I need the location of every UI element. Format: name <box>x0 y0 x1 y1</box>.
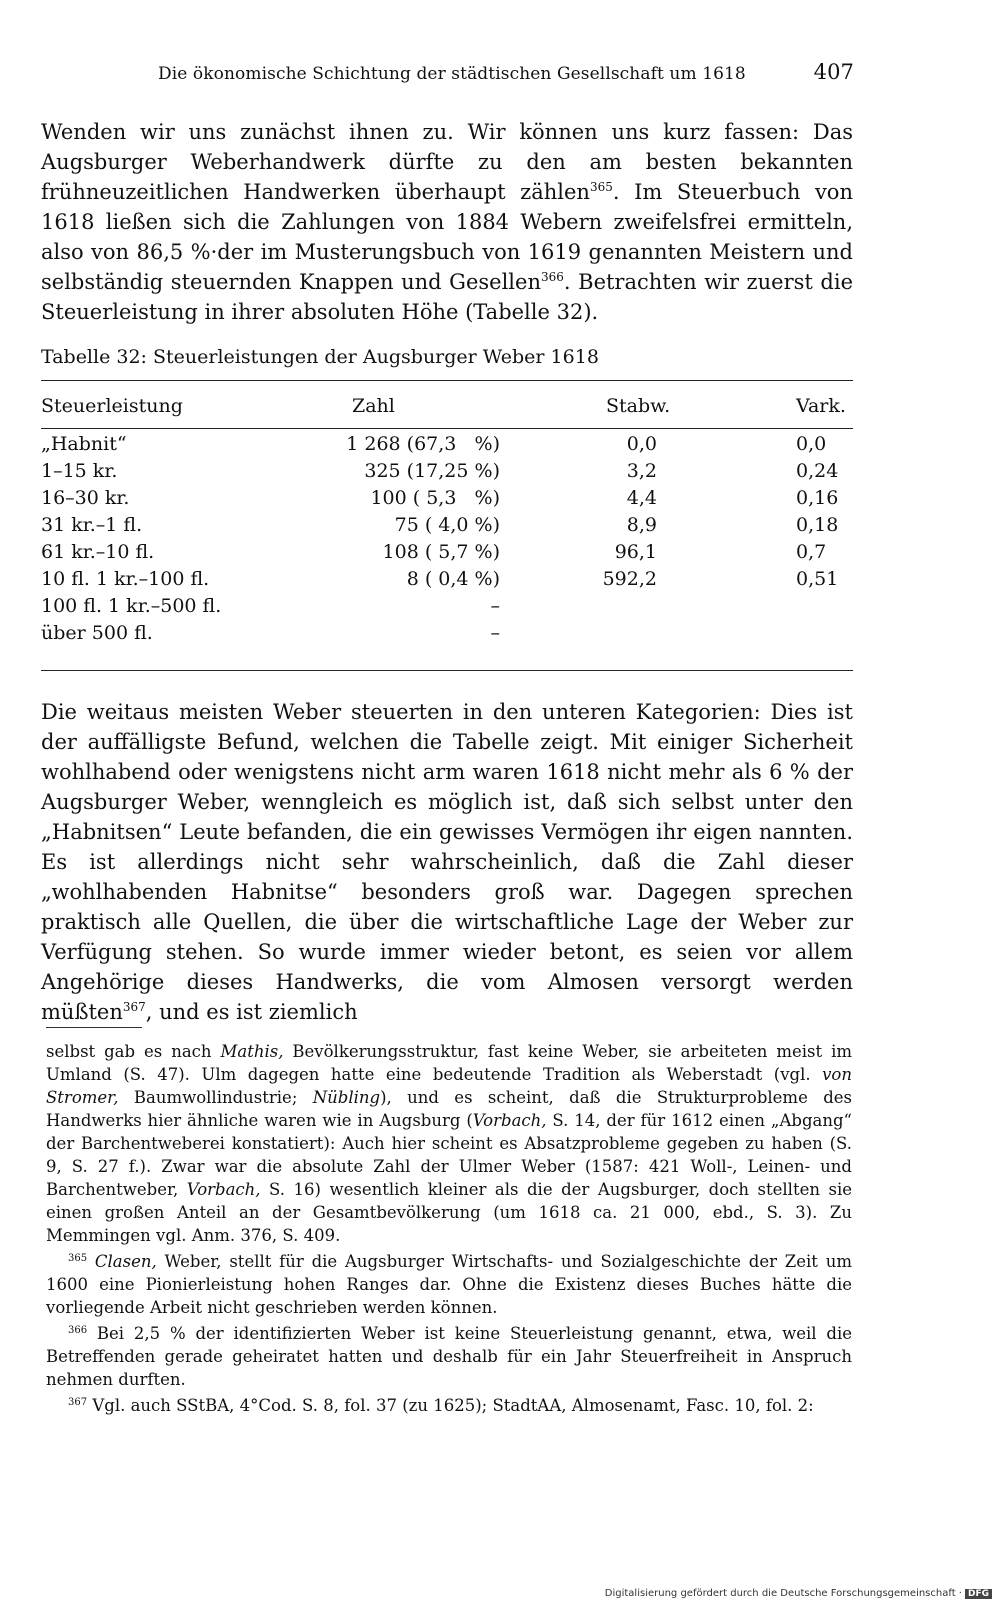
table-bottom-rule <box>41 670 853 671</box>
footnote-ref: 365 <box>589 180 613 194</box>
table-cell: 0,51 <box>796 568 839 590</box>
table-cell: 75 ( 4,0 %) <box>394 514 500 536</box>
table-header-vark: Vark. <box>796 395 846 417</box>
table-cell: 100 ( 5,3 %) <box>370 487 500 509</box>
table-header-rule <box>41 428 853 429</box>
footnote-number: 366 <box>68 1325 88 1336</box>
footnote-text: Vgl. auch SStBA, 4°Cod. S. 8, fol. 37 (zu 1625); StadtAA, Almosenamt, Fasc. 10, fol. 2: <box>87 1396 814 1415</box>
table-cell: 1–15 kr. <box>41 460 118 482</box>
table-cell: 1 268 (67,3 %) <box>346 433 500 455</box>
table-cell: – <box>490 622 500 644</box>
table-caption: Tabelle 32: Steuerleistungen der Augsburger Weber 1618 <box>41 346 599 368</box>
footnote-italic: von Stromer, <box>46 1065 852 1107</box>
table-cell: 108 ( 5,7 %) <box>382 541 500 563</box>
footnote-text: Bei 2,5 % der identifizierten Weber ist keine Steuerleistung genannt, etwa, weil die Betreffenden gerade geheiratet hatten und deshalb für ein Jahr Steuerfreiheit in Anspruch nehmen durften. <box>46 1324 852 1389</box>
table-cell: 3,2 <box>626 460 657 482</box>
running-head <box>158 60 854 90</box>
paragraph-text: . Im Steuerbuch von 1618 ließen sich die Zahlungen von 1884 Webern zweifelsfrei ermitteln, also von 86,5 %·der im Musterungsbuch von 1619 genannten Meistern und selbständig steuernden Knappen und Gesellen <box>41 180 853 294</box>
footnote-italic: Clasen, <box>94 1252 157 1271</box>
table-cell: 10 fl. 1 kr.–100 fl. <box>41 568 210 590</box>
table-cell: 16–30 kr. <box>41 487 130 509</box>
table-cell: 0,16 <box>796 487 839 509</box>
table-cell: 61 kr.–10 fl. <box>41 541 155 563</box>
footnote-text: ), und es scheint, daß die Strukturprobleme des Handwerks hier ähnliche waren wie in Augsburg ( <box>46 1088 852 1130</box>
table-cell: 0,0 <box>796 433 827 455</box>
table-cell: 592,2 <box>602 568 657 590</box>
footnote-text: Baumwollindustrie; <box>118 1088 313 1107</box>
footnote-text: S. 16) wesentlich kleiner als die der Augsburger, doch stellten sie einen großen Anteil an der Gesamtbevölkerung (um 1618 ca. 21 000, ebd., S. 3). Zu Memmingen vgl. Anm. 376, S. 409. <box>46 1180 852 1245</box>
table-cell: 0,0 <box>626 433 657 455</box>
table-cell: 325 (17,25 %) <box>364 460 500 482</box>
table-header-steuerleistung: Steuerleistung <box>41 395 183 417</box>
table-cell: 0,7 <box>796 541 827 563</box>
footnote-ref: 366 <box>540 270 564 284</box>
footnote-text: Bevölkerungsstruktur, fast keine Weber, sie arbeiteten meist im Umland (S. 47). Ulm dagegen hatte eine bedeutende Tradition als Weberstadt (vgl. <box>46 1042 852 1084</box>
footnote-text: Weber, stellt für die Augsburger Wirtschafts- und Sozialgeschichte der Zeit um 1600 eine Pionierleistung hohen Ranges dar. Ohne die Existenz dieses Buches hätte die vorliegende Arbeit nicht geschrieben werden können. <box>46 1252 852 1317</box>
paragraph-text: . Betrachten wir zuerst die Steuerleistung in ihrer absoluten Höhe (Tabelle 32). <box>41 270 853 324</box>
table-cell: über 500 fl. <box>41 622 153 644</box>
footnote-number: 365 <box>68 1253 88 1264</box>
paragraph-text: Die weitaus meisten Weber steuerten in den unteren Kategorien: Dies ist der auffälligste Befund, welchen die Tabelle zeigt. Mit einiger Sicherheit wohlhabend oder wenigstens nicht arm waren 1618 nicht mehr als 6 % der Augsburger Weber, wenngleich es möglich ist, daß sich selbst unter den „Habnitsen“ Leute befanden, die ein gewisses Vermögen ihr eigen nannten. Es ist allerdings nicht sehr wahrscheinlich, daß die Zahl dieser „wohlhabenden Habnitse“ besonders groß war. Dagegen sprechen praktisch alle Quellen, die über die wirtschaftliche Lage der Weber zur Verfügung stehen. So wurde immer wieder betont, es seien vor allem Angehörige dieses Handwerks, die vom Almosen versorgt werden müßten <box>41 700 853 1024</box>
digitization-footer <box>605 1588 992 1599</box>
paragraph-analysis <box>41 697 853 1027</box>
table-cell: 8 ( 0,4 %) <box>406 568 500 590</box>
paragraph-text: Wenden wir uns zunächst ihnen zu. Wir können uns kurz fassen: Das Augsburger Weberhandwerk dürfte zu den am besten bekannten frühneuzeitlichen Handwerken überhaupt zählen <box>41 120 853 204</box>
footnote-text: S. 14, der für 1612 einen „Abgang“ der Barchentweberei konstatiert): Auch hier scheint es Absatzprobleme gegeben zu haben (S. 9, S. 27 f.). Zwar war die absolute Zahl der Ulmer Weber (1587: 421 Woll-, Leinen- und Barchentweber, <box>46 1111 852 1199</box>
paragraph-text: , und es ist ziemlich <box>145 1000 358 1024</box>
footnote-continuation <box>46 1040 852 1247</box>
table-cell: 100 fl. 1 kr.–500 fl. <box>41 595 222 617</box>
page-number: 407 <box>813 60 854 84</box>
footnotes <box>46 1040 852 1417</box>
footer-text: Digitalisierung gefördert durch die Deutsche Forschungsgemeinschaft · <box>604 1588 962 1599</box>
footnote-italic: Vorbach, <box>472 1111 547 1130</box>
table-cell: 0,24 <box>796 460 839 482</box>
table-cell: 4,4 <box>626 487 657 509</box>
footnote-separator <box>46 1027 142 1028</box>
footnote-italic: Vorbach, <box>186 1180 261 1199</box>
paragraph-intro <box>41 117 853 327</box>
footnote-text: selbst gab es nach <box>46 1042 221 1061</box>
table-cell: 96,1 <box>614 541 657 563</box>
table-top-rule <box>41 380 853 381</box>
footnote-italic: Mathis, <box>220 1042 284 1061</box>
footnote-367 <box>46 1394 852 1417</box>
table-cell: – <box>490 595 500 617</box>
table-cell: 8,9 <box>626 514 657 536</box>
footnote-ref: 367 <box>122 1000 146 1014</box>
footnote-number: 367 <box>68 1397 88 1408</box>
table-header-zahl: Zahl <box>352 395 395 417</box>
footnote-italic: Nübling <box>312 1088 381 1107</box>
footnote-366 <box>46 1322 852 1391</box>
table-cell: 0,18 <box>796 514 839 536</box>
table-cell: „Habnit“ <box>41 433 127 455</box>
footnote-365 <box>46 1250 852 1319</box>
dfg-logo: DFG <box>965 1589 992 1599</box>
table-header-stabw: Stabw. <box>606 395 671 417</box>
running-title: Die ökonomische Schichtung der städtischen Gesellschaft um 1618 <box>158 64 746 84</box>
table-cell: 31 kr.–1 fl. <box>41 514 143 536</box>
